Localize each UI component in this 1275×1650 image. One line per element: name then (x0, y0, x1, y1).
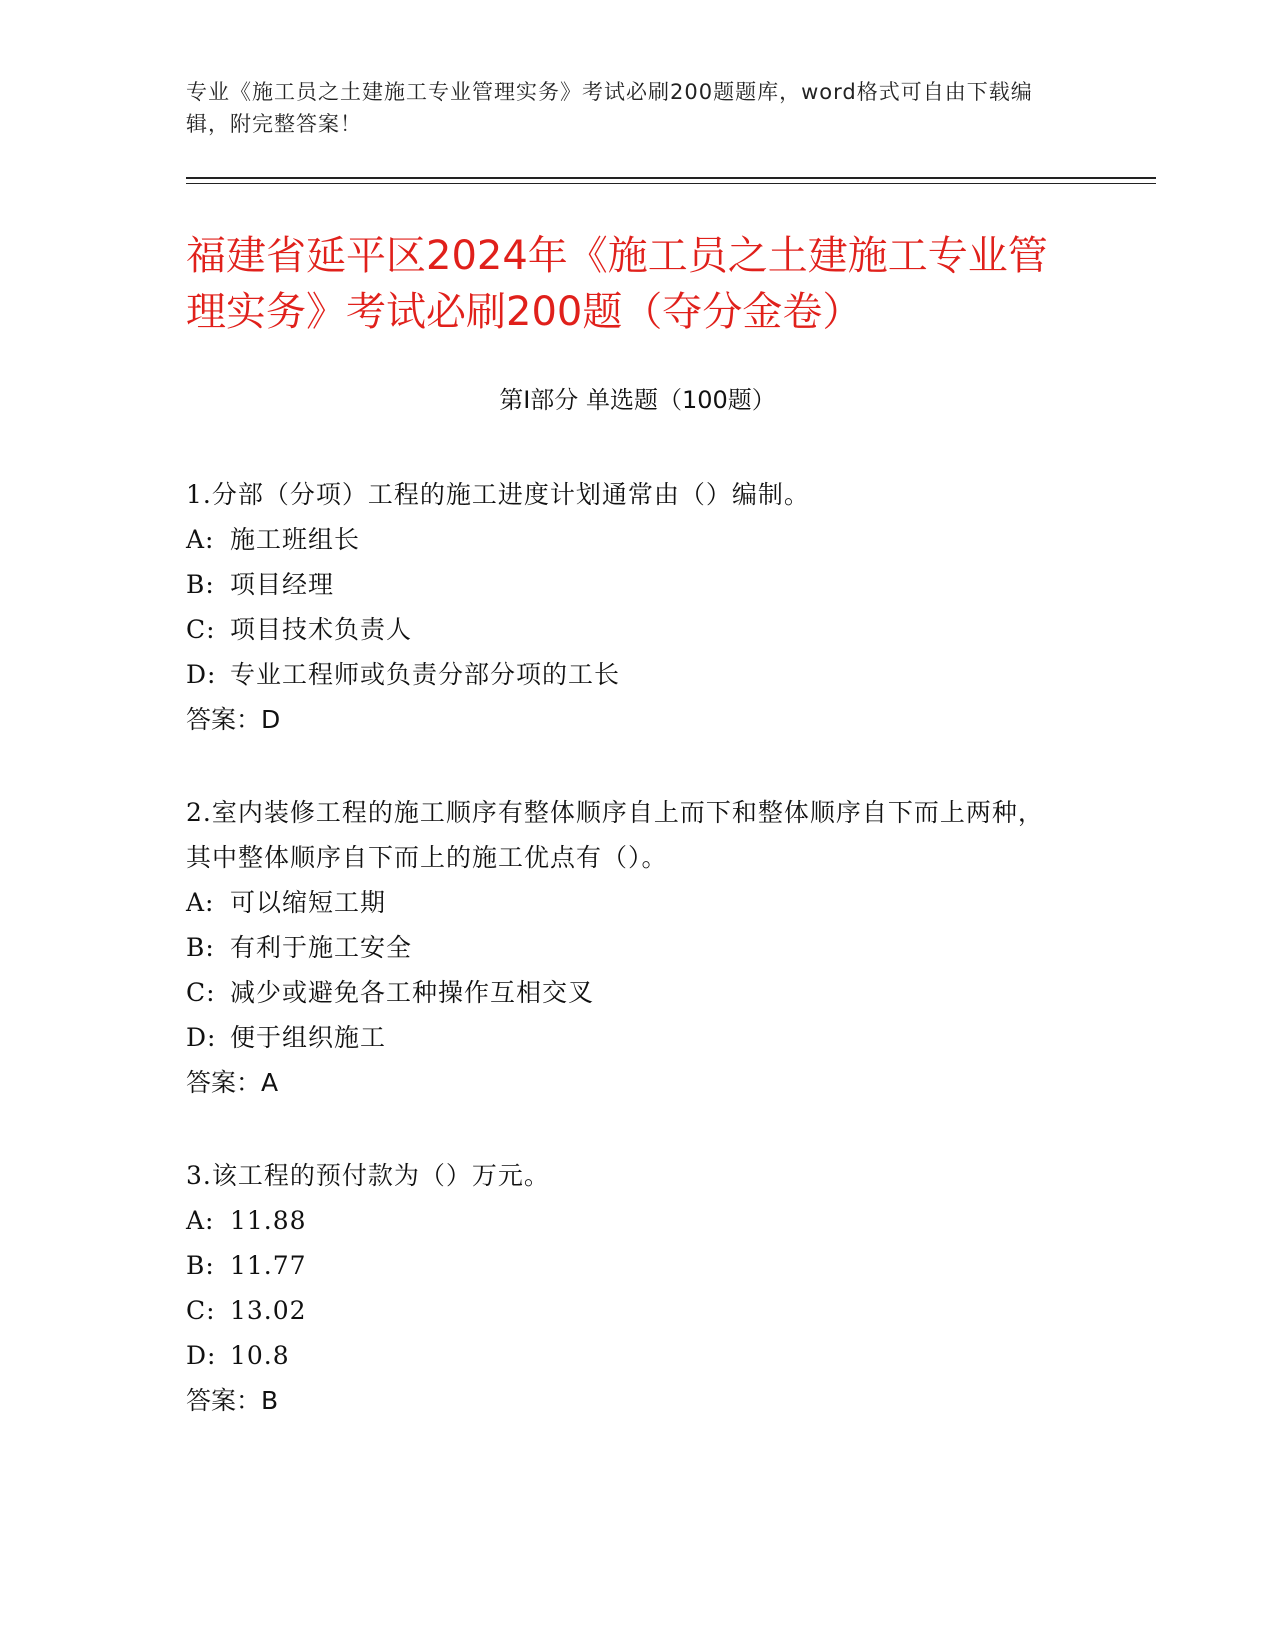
option-key: C: (186, 1296, 216, 1325)
option-text: 减少或避免各工种操作互相交叉 (230, 978, 595, 1007)
option-b (186, 925, 1066, 970)
option-text: 施工班组长 (230, 525, 361, 554)
document-title: 福建省延平区2024年《施工员之土建施工专业管理实务》考试必刷200题（夺分金卷） (186, 233, 1048, 335)
option-text: 13.02 (230, 1296, 307, 1325)
option-c (186, 1288, 1066, 1333)
option-a (186, 1198, 1066, 1243)
option-key: C: (186, 978, 216, 1007)
option-text: 项目技术负责人 (230, 615, 413, 644)
option-key: A: (186, 888, 215, 917)
option-a (186, 880, 1066, 925)
option-key: D: (186, 1341, 217, 1370)
option-c (186, 607, 1066, 652)
question-block (186, 1153, 1066, 1423)
option-text: 专业工程师或负责分部分项的工长 (230, 660, 621, 689)
question-block (186, 472, 1066, 742)
option-c (186, 970, 1066, 1015)
option-text: 有利于施工安全 (230, 933, 413, 962)
question-block (186, 790, 1066, 1105)
option-text: 11.88 (230, 1206, 307, 1235)
option-b (186, 562, 1066, 607)
option-text: 项目经理 (230, 570, 335, 599)
option-text: 可以缩短工期 (230, 888, 387, 917)
option-d (186, 1015, 1066, 1060)
option-text: 便于组织施工 (230, 1023, 387, 1052)
option-key: B: (186, 570, 215, 599)
question-stem: 2.室内装修工程的施工顺序有整体顺序自上而下和整体顺序自下而上两种，其中整体顺序自下而上的施工优点有（）。 (186, 798, 1044, 872)
option-a (186, 517, 1066, 562)
answer-line: 答案：B (186, 1386, 279, 1415)
header-divider-thick (186, 177, 1156, 179)
header-divider-thin (186, 183, 1156, 184)
option-b (186, 1243, 1066, 1288)
option-d (186, 1333, 1066, 1378)
option-text: 10.8 (230, 1341, 290, 1370)
question-stem: 1.分部（分项）工程的施工进度计划通常由（）编制。 (186, 480, 810, 509)
section-title: 第Ⅰ部分 单选题（100题） (499, 386, 776, 414)
option-key: D: (186, 660, 217, 689)
option-key: D: (186, 1023, 217, 1052)
option-key: A: (186, 1206, 215, 1235)
answer-line: 答案：A (186, 1068, 279, 1097)
option-key: A: (186, 525, 215, 554)
question-stem: 3.该工程的预付款为（）万元。 (186, 1161, 550, 1190)
option-text: 11.77 (230, 1251, 307, 1280)
option-d (186, 652, 1066, 697)
option-key: B: (186, 933, 215, 962)
option-key: C: (186, 615, 216, 644)
option-key: B: (186, 1251, 215, 1280)
answer-line: 答案：D (186, 705, 281, 734)
header-note: 专业《施工员之土建施工专业管理实务》考试必刷200题题库，word格式可自由下载编辑，附完整答案！ (186, 80, 1033, 136)
